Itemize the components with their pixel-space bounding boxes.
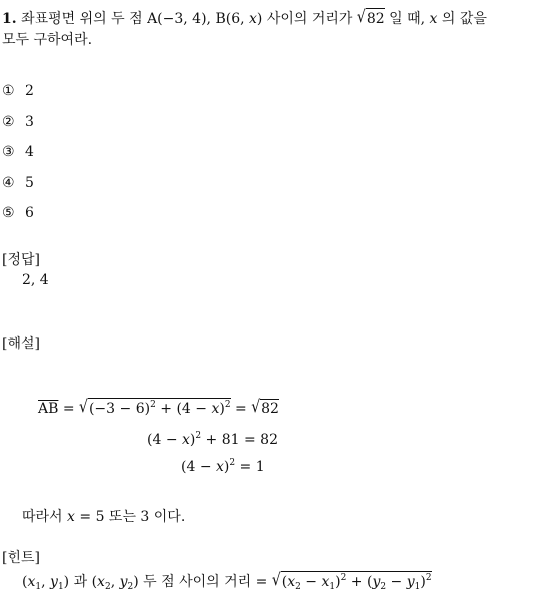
choice-2[interactable] [2,114,34,130]
question-var-x-2: x [429,11,438,27]
question-radicand: 82 [366,8,385,28]
choice-marker: ② [2,114,15,130]
choice-value: 2 [25,83,34,99]
sqrt-term-2: + (4 − [155,401,212,417]
equals-sign: = [62,401,75,417]
hint-heading: [힌트] [2,550,40,566]
segment-ab: $\overline{AB}$ [38,401,59,417]
equation-2: $(4 - x)^2 + 81 = 82$ [147,431,278,448]
hint-text: ($x_1$, $y_1$) 과 ($x_2$, $y_2$) 두 점 사이의 거리 = $√(x_2 - x_1)^2 + (y_2 - y_1)^2$ [22,570,432,592]
question-text-c: 일 때, [384,11,430,27]
sqrt-term-1: (−3 − 6) [88,401,151,417]
question-text-a: 좌표평면 위의 두 점 A(−3, 4), B(6, [16,11,250,27]
rhs-radicand: 82 [261,401,279,417]
question-text-b: ) 사이의 거리가 [256,11,357,27]
choice-value: 5 [25,175,34,191]
conclusion-b: = 5 또는 3 이다. [74,509,186,525]
choice-value: 3 [25,114,34,130]
question-text-d: 의 값을 [437,11,487,27]
conclusion [22,506,185,526]
answer-heading: [정답] [2,252,40,268]
sqrt-term-3: ) [219,401,225,417]
question-sqrt: √82 [356,7,385,27]
choice-1[interactable] [2,83,34,99]
conclusion-var-x: x [67,509,75,525]
choice-value: 4 [25,144,34,160]
hint-text-b: 두 점 사이의 거리 = [143,574,268,590]
hint-text-a: 과 [73,574,88,590]
equation-1 [38,398,279,417]
question-number: 1. [2,11,17,27]
conclusion-a: 따라서 [22,509,68,525]
equals-sign-2: = [235,401,247,417]
question-line-2: 모두 구하여라. [2,32,93,48]
explanation-heading: [해설] [2,336,40,352]
choice-value: 6 [25,205,34,221]
question-var-x: x [249,11,257,27]
question-line-1 [2,8,487,28]
choice-marker: ③ [2,144,15,160]
choice-marker: ④ [2,175,15,191]
choice-4[interactable] [2,175,34,191]
choice-3[interactable] [2,144,34,160]
choice-marker: ⑤ [2,205,15,221]
choice-5[interactable] [2,205,34,221]
distance-sqrt: $√(-3 - 6)^2 + (4 - x)^2$ [79,397,231,417]
choice-marker: ① [2,83,15,99]
equation-3: $(4 - x)^2 = 1$ [181,458,265,475]
hint-sqrt: $√(x_2 - x_1)^2 + (y_2 - y_1)^2$ [271,570,432,592]
rhs-sqrt: √82 [251,397,279,417]
answer-value: 2, 4 [22,272,49,288]
